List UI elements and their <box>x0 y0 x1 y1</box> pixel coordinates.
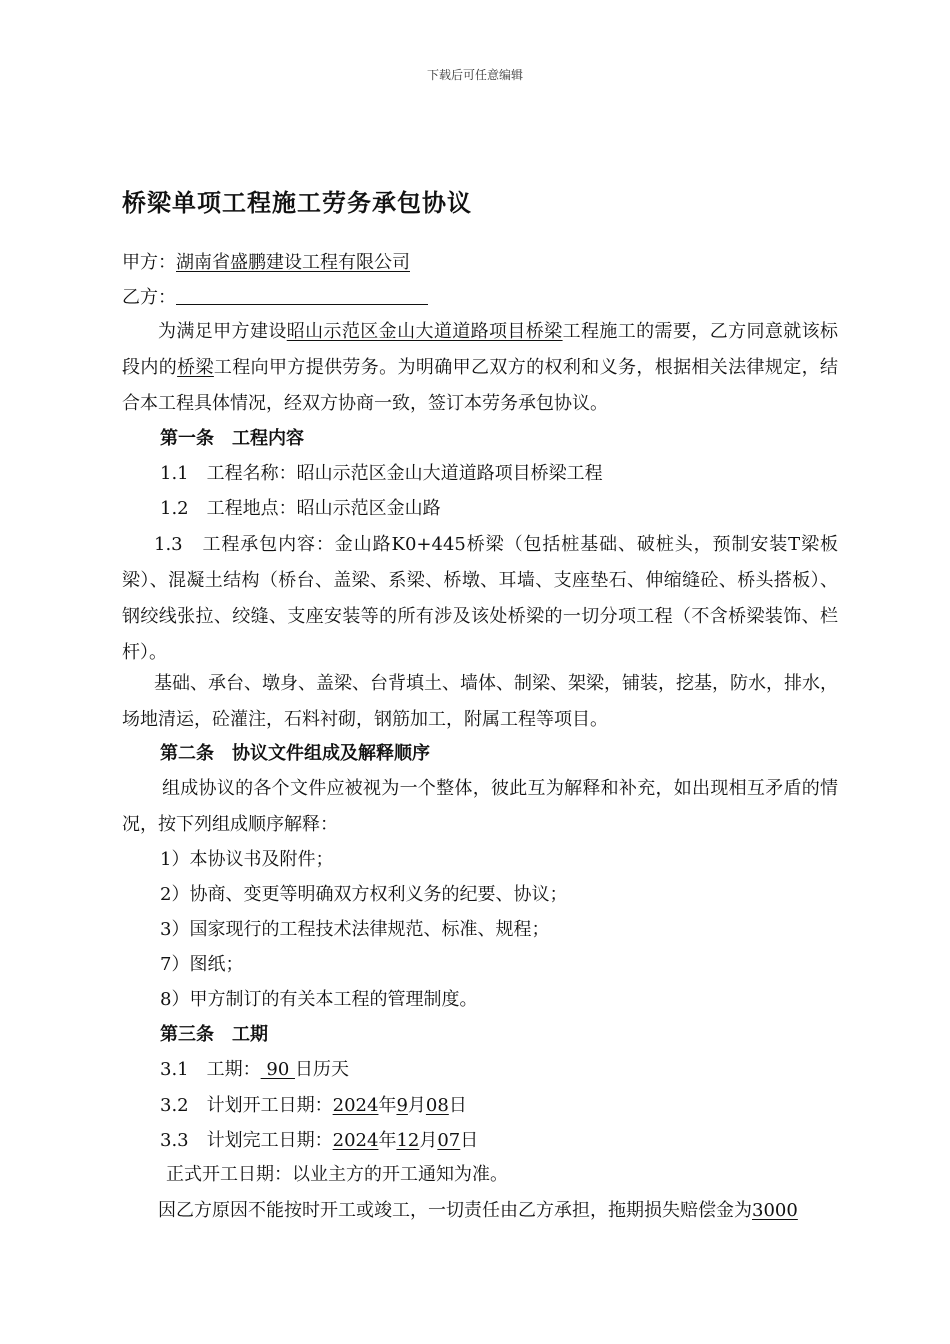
article3-start-note: 正式开工日期：以业主方的开工通知为准。 <box>166 1164 508 1185</box>
article3-start-date <box>160 1088 467 1124</box>
period-value: 90 <box>260 1059 295 1080</box>
start-year-unit: 年 <box>378 1095 397 1116</box>
article1-item2: 1.2 工程地点：昭山示范区金山路 <box>160 498 441 519</box>
period-unit: 日历天 <box>295 1059 349 1080</box>
end-year: 2024 <box>332 1130 379 1151</box>
intro-text-2: 工程施工的需要，乙方同意就该标段内的 <box>122 321 839 378</box>
end-year-unit: 年 <box>378 1130 397 1151</box>
article1-extra: 基础、承台、墩身、盖梁、台背填土、墙体、制梁、架梁，铺装，挖基，防水，排水，场地清运，砼灌注，石料衬砌，钢筋加工，附属工程等项目。 <box>122 673 838 730</box>
penalty-text: 因乙方原因不能按时开工或竣工，一切责任由乙方承担，拖期损失赔偿金为 <box>158 1200 752 1221</box>
start-day-unit: 日 <box>448 1095 467 1116</box>
article1-item1: 1.1 工程名称：昭山示范区金山大道道路项目桥梁工程 <box>160 463 603 484</box>
intro-scope: 桥梁 <box>177 357 214 378</box>
start-day: 08 <box>425 1095 449 1116</box>
party-b-blank <box>176 282 428 305</box>
party-a-value: 湖南省盛鹏建设工程有限公司 <box>176 252 410 273</box>
article2-list-item: 1）本协议书及附件； <box>160 849 334 870</box>
intro-paragraph <box>122 314 838 422</box>
start-month: 9 <box>396 1095 408 1116</box>
article2-intro: 组成协议的各个文件应被视为一个整体，彼此互为解释和补充，如出现相互矛盾的情况，按下列组成顺序解释： <box>122 778 838 835</box>
end-day-unit: 日 <box>460 1130 479 1151</box>
party-b-line <box>122 280 428 316</box>
article2-list-item: 2）协商、变更等明确双方权利义务的纪要、协议； <box>160 884 568 905</box>
article3-end-date <box>160 1123 478 1159</box>
intro-text-3: 工程向甲方提供劳务。为明确甲乙双方的权利和义务，根据相关法律规定，结合本工程具体情况，经双方协商一致，签订本劳务承包协议。 <box>122 357 839 414</box>
end-month: 12 <box>396 1130 420 1151</box>
article3-penalty <box>158 1193 798 1229</box>
article2-list-item: 7）图纸； <box>160 954 244 975</box>
intro-text-1: 为满足甲方建设 <box>158 321 287 342</box>
start-month-unit: 月 <box>407 1095 426 1116</box>
party-b-label: 乙方： <box>122 287 176 308</box>
party-a-line <box>122 245 410 281</box>
end-day: 07 <box>437 1130 461 1151</box>
end-month-unit: 月 <box>419 1130 438 1151</box>
period-label: 3.1 工期： <box>160 1059 261 1080</box>
document-title: 桥梁单项工程施工劳务承包协议 <box>122 188 472 217</box>
start-year: 2024 <box>332 1095 379 1116</box>
article2-heading: 第二条 协议文件组成及解释顺序 <box>160 743 430 764</box>
penalty-amount: 3000 <box>752 1200 798 1221</box>
end-label: 3.3 计划完工日期： <box>160 1130 333 1151</box>
header-note: 下载后可任意编辑 <box>426 68 523 82</box>
intro-project: 昭山示范区金山大道道路项目桥梁 <box>286 321 563 342</box>
article3-heading: 第三条 工期 <box>160 1024 268 1045</box>
party-a-label: 甲方： <box>122 252 176 273</box>
start-label: 3.2 计划开工日期： <box>160 1095 333 1116</box>
article1-item3: 1.3 工程承包内容：金山路K0+445桥梁（包括桩基础、破桩头，预制安装T梁板梁）、混凝土结构（桥台、盖梁、系梁、桥墩、耳墙、支座垫石、伸缩缝砼、桥头搭板）、钢绞线张拉、绞缝、支座安装等的所有涉及该处桥梁的一切分项工程（不含桥梁装饰、栏杆）。 <box>122 534 838 663</box>
article2-list-item: 8）甲方制订的有关本工程的管理制度。 <box>160 989 478 1010</box>
article1-heading: 第一条 工程内容 <box>160 428 304 449</box>
article3-period <box>160 1052 349 1088</box>
article2-list-item: 3）国家现行的工程技术法律规范、标准、规程； <box>160 919 550 940</box>
